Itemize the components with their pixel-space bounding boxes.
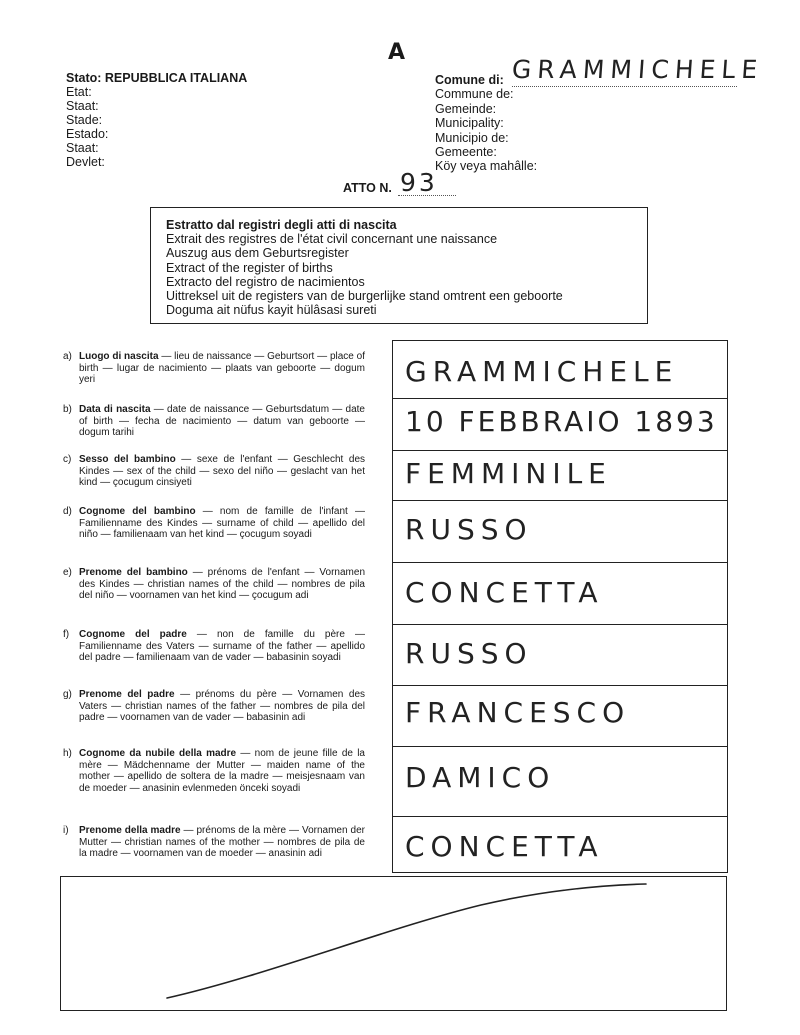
field-label-bold: Prenome del bambino: [79, 567, 188, 578]
extract-translation: Uittreksel uit de registers van de burgerlijke stand omtrent een geboorte: [166, 288, 563, 303]
field-label-text: [63, 454, 365, 489]
field-letter: h): [63, 748, 72, 759]
stato-translation: Staat:: [66, 141, 99, 155]
stato-label: Stato:: [66, 71, 102, 85]
field-label-rest: — nom de famille de l'infant — Familienname des Kindes — surname of child — apellido del niño — familienaam van het kind — çocugum soyadi: [79, 506, 365, 541]
answer-row-child-firstname: [393, 562, 727, 624]
field-label-father-firstname: [63, 689, 365, 724]
field-label-bold: Prenome del padre: [79, 689, 175, 700]
field-label-text: [63, 825, 365, 860]
answers-box: [392, 340, 728, 873]
field-letter: d): [63, 506, 72, 517]
answer-value: FEMMINILE: [405, 457, 612, 490]
stato-translation: Staat:: [66, 99, 99, 113]
field-letter: c): [63, 454, 72, 465]
field-label-bold: Cognome da nubile della madre: [79, 748, 237, 759]
answer-row-sex: [393, 450, 727, 500]
extract-translation: Extract of the register of births: [166, 260, 333, 275]
field-label-child-surname: [63, 506, 365, 541]
field-label-birthdate: [63, 404, 365, 439]
field-label-child-firstname: [63, 567, 365, 602]
field-label-rest: — lieu de naissance — Geburtsort — place of birth — lugar de nacimiento — plaats van geboorte — dogum yeri: [79, 351, 365, 386]
field-label-rest: — non de famille du père — Familienname des Vaters — surname of the father — apellido del padre — familienaam van de vader — babasinin soyadi: [79, 629, 365, 664]
comune-translation: Commune de:: [435, 87, 514, 102]
field-label-mother-maiden-name: [63, 748, 365, 794]
field-label-sex: [63, 454, 365, 489]
answer-value: CONCETTA: [405, 830, 604, 863]
field-label-birthplace: [63, 351, 365, 386]
field-label-text: [63, 748, 365, 794]
field-label-mother-firstname: [63, 825, 365, 860]
comune-translation: Gemeinde:: [435, 101, 497, 116]
stato-row: [66, 71, 247, 85]
stato-translation: Etat:: [66, 85, 92, 99]
extract-title-box: [150, 207, 648, 324]
field-label-rest: — nom de jeune fille de la mère — Mädchenname der Mutter — maiden name of the mother — apellido de soltera de la madre — meisjesnaam van de moeder — anasinin evlenmeden önceki soyadi: [79, 748, 365, 794]
answer-row-birthdate: [393, 398, 727, 450]
stato-value: REPUBBLICA ITALIANA: [104, 71, 248, 85]
field-label-text: [63, 506, 365, 541]
answer-row-mother-firstname: [393, 816, 727, 874]
notes-box: [60, 876, 727, 1011]
comune-label: Comune di:: [435, 73, 504, 87]
field-label-text: [63, 404, 365, 439]
extract-translation: Doguma ait nüfus kayit hülâsasi sureti: [166, 303, 377, 318]
stato-block: [66, 71, 247, 169]
answer-value: DAMICO: [405, 761, 556, 794]
field-letter: f): [63, 629, 70, 640]
field-label-rest: — sexe de l'enfant — Geschlecht des Kindes — sex of the child — sexo del niño — geslacht van het kind — çocugum cinsiyeti: [79, 454, 365, 489]
atto-label: ATTO N.: [343, 181, 392, 195]
field-label-bold: Prenome della madre: [79, 825, 181, 836]
comune-translation: Gemeente:: [435, 144, 497, 159]
field-label-text: [63, 351, 365, 386]
field-label-text: [63, 629, 365, 664]
answer-value: FRANCESCO: [405, 696, 631, 729]
extract-title: Estratto dal registri degli atti di nascita: [166, 218, 397, 232]
field-letter: i): [63, 825, 69, 836]
field-label-text: [63, 689, 365, 724]
answer-value: CONCETTA: [405, 576, 604, 609]
field-label-rest: — prénoms de la mère — Vornamen der Mutter — christian names of the mother — nombres de pila de la madre — voornamen van de moeder — anasinin adi: [79, 825, 365, 860]
answer-row-father-surname: [393, 624, 727, 685]
comune-value: GRAMMICHELE: [510, 55, 765, 84]
answer-row-mother-maiden-name: [393, 746, 727, 816]
field-letter: a): [63, 351, 72, 362]
comune-translation: Municipio de:: [435, 130, 509, 145]
extract-translation: Auszug aus dem Geburtsregister: [166, 246, 349, 261]
field-label-father-surname: [63, 629, 365, 664]
field-letter: g): [63, 689, 72, 700]
comune-block: [435, 73, 537, 174]
field-label-text: [63, 567, 365, 602]
field-label-rest: — date de naissance — Geburtsdatum — date of birth — fecha de nacimiento — datum van geboorte — dogum tarihi: [79, 404, 365, 439]
answer-row-birthplace: [393, 341, 727, 398]
field-label-bold: Data di nascita: [79, 404, 151, 415]
field-label-bold: Luogo di nascita: [79, 351, 159, 362]
stato-translation: Estado:: [66, 127, 109, 141]
field-label-bold: Sesso del bambino: [79, 454, 176, 465]
comune-translation: Köy veya mahâlle:: [435, 159, 538, 174]
stato-translation: Stade:: [66, 113, 103, 127]
extract-translation: Extrait des registres de l'état civil concernant une naissance: [166, 232, 498, 247]
field-label-bold: Cognome del bambino: [79, 506, 196, 517]
comune-translation: Municipality:: [435, 116, 504, 131]
field-letter: b): [63, 404, 72, 415]
comune-dotted-line: [512, 86, 737, 87]
extract-translation: Extracto del registro de nacimientos: [166, 274, 365, 289]
stato-translation: Devlet:: [66, 155, 105, 169]
form-letter: A: [388, 40, 406, 65]
answer-value: 10 FEBBRAIO 1893: [405, 405, 718, 438]
field-label-rest: — prénoms de l'enfant — Vornamen des Kindes — christian names of the child — nombres de pila del niño — voornamen van het kind — çocugum adi: [79, 567, 365, 602]
answer-row-father-firstname: [393, 685, 727, 746]
field-label-bold: Cognome del padre: [79, 629, 187, 640]
answer-value: RUSSO: [405, 513, 533, 546]
answer-value: GRAMMICHELE: [405, 355, 679, 388]
field-letter: e): [63, 567, 72, 578]
answer-value: RUSSO: [405, 637, 533, 670]
atto-value: 93: [400, 168, 438, 197]
answer-row-child-surname: [393, 500, 727, 562]
cancel-stroke-icon: [61, 877, 728, 1012]
field-label-rest: — prénoms du père — Vornamen des Vaters — christian names of the father — nombres de pila del padre — voornamen van de vader — babasinin adi: [79, 689, 366, 724]
atto-dotted-line: [398, 195, 456, 196]
